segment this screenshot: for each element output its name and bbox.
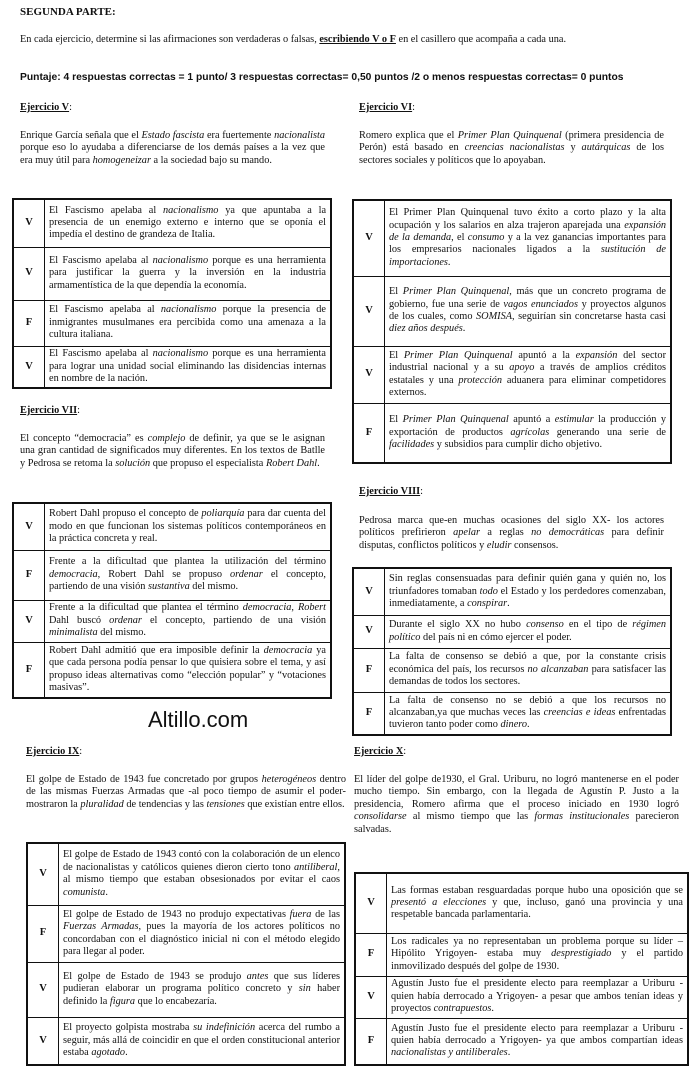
statement-text: Las formas estaban resguardadas porque hubo una oposición que se presentó a elecciones y que, incluso, ganó una provincia y una respetable bancada parlamentaria. [387, 873, 689, 933]
statement-text: El Fascismo apelaba al nacionalismo porque la presencia de inmigrantes musulmanes era percibida como una amenaza a la cultura italiana. [45, 300, 332, 346]
statement-text: El golpe de Estado de 1943 contó con la colaboración de un elenco de nacionalistas y católicos quienes dieron cierto tono antiliberal, al mismo tiempo que estaban obsesionados por evitar el caos comunista. [59, 843, 346, 905]
exercise-v-row [13, 300, 331, 346]
exercise-viii-row [353, 692, 671, 735]
exercise-x-lead: El líder del golpe de1930, el Gral. Uriburu, no logró mantenerse en el poder mucho tiempo. Sin embargo, con la llegada de Agustín P. Justo a la presidencia, Romero afirma que el proceso iniciado en 1930 logró consolidarse al mismo tiempo que las formas institucionales parecieron salvadas. [354, 774, 679, 835]
answer-box[interactable]: V [27, 1017, 59, 1065]
statement-text: El proyecto golpista mostraba su indefinición acerca del rumbo a seguir, más allá de coincidir en que el orden constitucional anterior estaba agotado. [59, 1017, 346, 1065]
statement-text: El Fascismo apelaba al nacionalismo porque es una herramienta para lograr una unidad social eliminando las disidencias internas en nombre de la nación. [45, 346, 332, 388]
statement-text: La falta de consenso no se debió a que los recursos no alcanzaban,ya que muchas veces las creencias e ideas enfrentadas tuvieron tanto poder como dinero. [385, 692, 672, 735]
exercise-v-heading: Ejercicio V: [20, 102, 72, 113]
exercise-v-heading-text: Ejercicio V [20, 102, 70, 113]
answer-box[interactable]: F [355, 933, 387, 976]
statement-text: Agustín Justo fue el presidente electo para reemplazar a Uriburu -quien había derrocado a Yrigoyen- a pesar que ambos tenían ideas y proyectos contrapuestos. [387, 976, 689, 1018]
answer-box[interactable]: V [13, 503, 45, 550]
answer-box[interactable]: V [353, 200, 385, 276]
scoring-rules: Puntaje: 4 respuestas correctas = 1 punto/ 3 respuestas correctas= 0,50 puntos /2 o menos respuestas correctas= 0 puntos [20, 72, 624, 83]
exercise-vii-heading: Ejercicio VII: [20, 405, 80, 416]
answer-box[interactable]: V [13, 247, 45, 300]
exercise-viii-heading-text: Ejercicio VIII [359, 486, 421, 497]
statement-text: El golpe de Estado de 1943 se produjo antes que sus líderes pudieran elaborar un programa político concreto y sin haber definido la figura que lo encabezaría. [59, 962, 346, 1017]
exercise-vi-table [352, 199, 672, 464]
statement-text: Agustín Justo fue el presidente electo para reemplazar a Uriburu -quien había derrocado a Yrigoyen- ya que ambos compartían ideas nacionalistas y antiliberales. [387, 1018, 689, 1065]
exercise-vii-row [13, 600, 331, 642]
exercise-viii-row [353, 615, 671, 648]
answer-box[interactable]: F [355, 1018, 387, 1065]
exercise-vi-row [353, 346, 671, 403]
answer-box[interactable]: F [353, 692, 385, 735]
exercise-vii-row [13, 550, 331, 600]
answer-box[interactable]: V [27, 843, 59, 905]
exercise-x-row [355, 933, 688, 976]
exercise-x-row [355, 976, 688, 1018]
exercise-v-row [13, 346, 331, 388]
exercise-x-table [354, 872, 689, 1066]
statement-text: Robert Dahl propuso el concepto de poliarquía para dar cuenta del modo en que funcionan los sistemas políticos contemporáneos en la práctica concreta y real. [45, 503, 332, 550]
exercise-v-row [13, 247, 331, 300]
exercise-vi-row [353, 403, 671, 463]
answer-box[interactable]: V [13, 199, 45, 247]
exercise-ix-row [27, 843, 345, 905]
statement-text: El Fascismo apelaba al nacionalismo ya que apuntaba a la presencia de un enemigo externo e interno que se oponía el impedía el destino de grandeza de Italia. [45, 199, 332, 247]
statement-text: Frente a la dificultad que plantea la utilización del término democracia, Robert Dahl se propuso ordenar el concepto, partiendo de una visión sustantiva del mismo. [45, 550, 332, 600]
answer-box[interactable]: V [353, 615, 385, 648]
exercise-ix-row [27, 1017, 345, 1065]
exercise-x-row [355, 873, 688, 933]
statement-text: El Primer Plan Quinquenal, más que un concreto programa de gobierno, fue una serie de vagos enunciados y proyectos algunos de los cuales, como SOMISA, seguirían sin concretarse hasta casi diez años después. [385, 276, 672, 346]
answer-box[interactable]: F [13, 300, 45, 346]
statement-text: El Primer Plan Quinquenal apuntó a la expansión del sector industrial nacional y a su apoyo a través de amplios créditos estatales y una protección aduanera para eliminar competidores externos. [385, 346, 672, 403]
exercise-viii-row [353, 648, 671, 692]
exercise-viii-table [352, 567, 672, 736]
altillo-watermark: Altillo.com [148, 707, 249, 732]
exercise-x-heading: Ejercicio X: [354, 746, 407, 757]
instructions-part-2: en el casillero que acompaña a cada una. [395, 34, 567, 45]
instructions-emphasis: escribiendo V o F [319, 34, 396, 45]
exercise-viii-row [353, 568, 671, 615]
statement-text: Sin reglas consensuadas para definir quién gana y quién no, los triunfadores tomaban todo el Estado y los perdedores comenzaban, inmediatamente, a conspirar. [385, 568, 672, 615]
statement-text: Los radicales ya no representaban un problema porque su líder –Hipólito Yrigoyen- estaba muy desprestigiado y el partido inmovilizado después del golpe de 1930. [387, 933, 689, 976]
answer-box[interactable]: V [353, 568, 385, 615]
statement-text: El Primer Plan Quinquenal tuvo éxito a corto plazo y la alta ocupación y los salarios en alza trajeron aparejada una expansión de la demanda, el consumo y a la vez ganancias importantes para los empresarios nacionales ligados a la sustitución de importaciones. [385, 200, 672, 276]
exercise-vii-table [12, 502, 332, 699]
answer-box[interactable]: V [355, 976, 387, 1018]
exercise-viii-lead: Pedrosa marca que-en muchas ocasiones del siglo XX- los actores políticos prefirieron apelar a reglas no democráticas para definir disputas, conflictos políticos y eludir consensos. [359, 515, 664, 551]
answer-box[interactable]: F [353, 403, 385, 463]
statement-text: El golpe de Estado de 1943 no produjo expectativas fuera de las Fuerzas Armadas, pues la mayoría de los actores políticos no concordaban con el diagnóstico inicial ni con el método elegido para llegar al poder. [59, 905, 346, 962]
exercise-vi-heading-text: Ejercicio VI [359, 102, 413, 113]
exercise-x-row [355, 1018, 688, 1065]
exercise-vii-row [13, 642, 331, 698]
exercise-v-row [13, 199, 331, 247]
answer-box[interactable]: F [27, 905, 59, 962]
exercise-ix-heading: Ejercicio IX: [26, 746, 83, 757]
exercise-vi-heading: Ejercicio VI: [359, 102, 415, 113]
statement-text: Robert Dahl admitió que era imposible definir la democracia ya que cada persona podía pensar lo que quisiera sobre el tema, y así propuso ideas alternativas como “elección popular” y “votaciones masivas”. [45, 642, 332, 698]
statement-text: La falta de consenso se debió a que, por la constante crisis económica del país, los recursos no alcanzaban para satisfacer las demandas de todos los sectores. [385, 648, 672, 692]
exercise-vi-lead: Romero explica que el Primer Plan Quinquenal (primera presidencia de Perón) está basado en creencias nacionalistas y autárquicas de los sectores sociales y políticos que lo apoyaban. [359, 130, 664, 166]
exercise-vi-row [353, 200, 671, 276]
answer-box[interactable]: V [353, 346, 385, 403]
exercise-vii-row [13, 503, 331, 550]
answer-box[interactable]: F [13, 642, 45, 698]
instructions-part-1: En cada ejercicio, determine si las afirmaciones son verdaderas o falsas, [20, 34, 320, 45]
answer-box[interactable]: F [13, 550, 45, 600]
exercise-v-lead: Enrique García señala que el Estado fascista era fuertemente nacionalista porque eso lo ayudaba a diferenciarse de los demás países a la vez que era muy útil para homogeneizar a la sociedad bajo su mando. [20, 130, 325, 166]
exercise-x-heading-text: Ejercicio X [354, 746, 404, 757]
exercise-ix-table [26, 842, 346, 1066]
exercise-viii-heading: Ejercicio VIII: [359, 486, 423, 497]
answer-box[interactable]: V [13, 600, 45, 642]
instructions [20, 34, 680, 46]
exercise-ix-row [27, 905, 345, 962]
statement-text: Frente a la dificultad que plantea el término democracia, Robert Dahl buscó ordenar el concepto, partiendo de una visión minimalista del mismo. [45, 600, 332, 642]
statement-text: Durante el siglo XX no hubo consenso en el tipo de régimen político del país ni en cómo ejercer el poder. [385, 615, 672, 648]
page-title: SEGUNDA PARTE: [20, 6, 116, 18]
answer-box[interactable]: F [353, 648, 385, 692]
answer-box[interactable]: V [27, 962, 59, 1017]
exercise-vii-lead: El concepto “democracia” es complejo de definir, ya que se le asignan una gran cantidad de significados muy diferentes. En los textos de Batlle y Pedrosa se retoma la solución que propuso el especialista Robert Dahl. [20, 433, 325, 469]
exercise-ix-row [27, 962, 345, 1017]
answer-box[interactable]: V [355, 873, 387, 933]
exercise-v-table [12, 198, 332, 389]
exercise-vi-row [353, 276, 671, 346]
exercise-ix-heading-text: Ejercicio IX [26, 746, 80, 757]
exercise-vii-heading-text: Ejercicio VII [20, 405, 78, 416]
answer-box[interactable]: V [353, 276, 385, 346]
statement-text: El Fascismo apelaba al nacionalismo porque es una herramienta para justificar la guerra y la inversión en la industria armamentística de la que dependía la economía. [45, 247, 332, 300]
answer-box[interactable]: V [13, 346, 45, 388]
statement-text: El Primer Plan Quinquenal apuntó a estimular la producción y exportación de productos agrícolas generando una serie de facilidades y subsidios para cumplir dicho objetivo. [385, 403, 672, 463]
exercise-ix-lead: El golpe de Estado de 1943 fue concretado por grupos heterogéneos dentro de las mismas Fuerzas Armadas que -al poco tiempo de asumir el poder- mostraron la pluralidad de tendencias y las tensiones que existían entre ellos. [26, 774, 346, 810]
